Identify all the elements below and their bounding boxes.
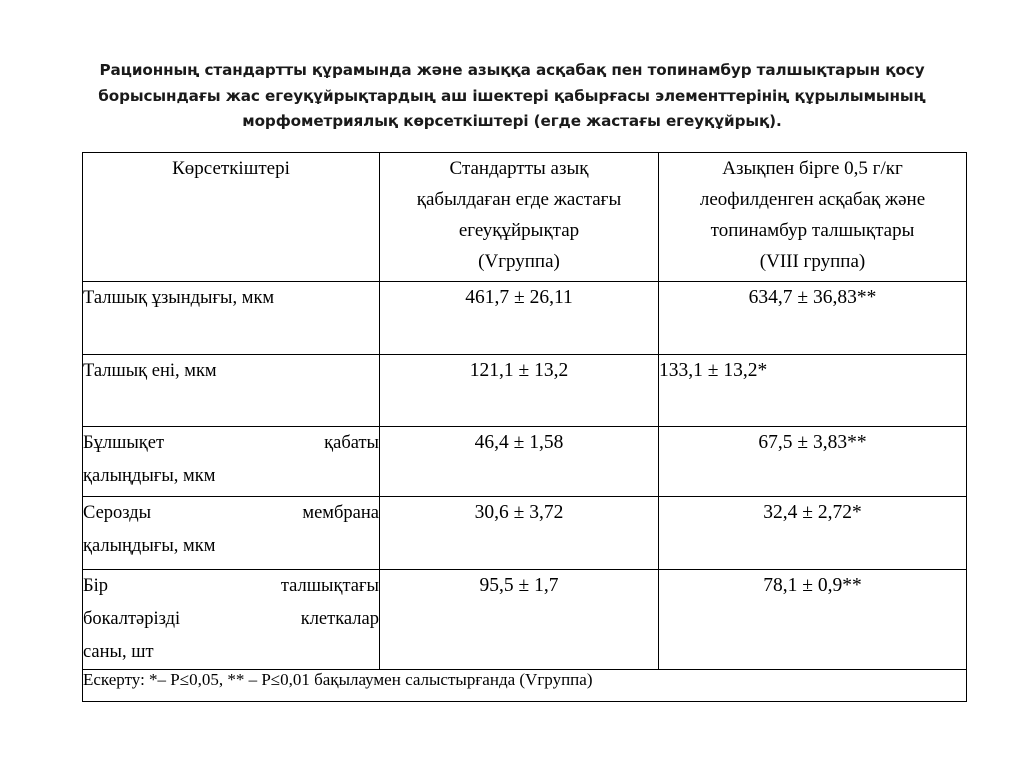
- table-footnote-row: [83, 670, 967, 702]
- row-label-muscle-layer-thickness: [83, 427, 380, 497]
- table-row: [83, 427, 967, 497]
- row-value-group-viii: 32,4 ± 2,72*: [659, 497, 967, 570]
- page-title: [86, 58, 938, 135]
- table-row: [83, 497, 967, 570]
- table-footnote: Ескерту: *– P≤0,05, ** – P≤0,01 бақылаумен салыстырғанда (Vгруппа): [83, 670, 967, 702]
- row-label-line: саны, шт: [83, 642, 154, 662]
- row-label-line: қалыңдығы, мкм: [83, 466, 216, 486]
- row-label-line: Бұлшықет қабаты: [83, 433, 379, 453]
- row-label-line: Талшық ұзындығы, мкм: [83, 288, 275, 308]
- table-row: [83, 355, 967, 427]
- header-group-viii-line-3: топинамбур талшықтары: [710, 220, 915, 241]
- header-indicators-line-1: Көрсеткіштері: [172, 158, 290, 179]
- row-label-fiber-width: [83, 355, 380, 427]
- row-value-group-viii: 133,1 ± 13,2*: [659, 355, 967, 427]
- row-value-group-v: 30,6 ± 3,72: [380, 497, 659, 570]
- row-value-group-viii: 67,5 ± 3,83**: [659, 427, 967, 497]
- row-label-fiber-length: [83, 282, 380, 355]
- row-label-goblet-cell-count: [83, 570, 380, 670]
- row-value-group-v: 95,5 ± 1,7: [380, 570, 659, 670]
- header-group-viii-line-1: Азықпен бірге 0,5 г/кг: [722, 158, 903, 179]
- header-cell-group-viii: [659, 153, 967, 282]
- header-group-viii-line-2: леофилденген асқабақ және: [699, 189, 926, 210]
- row-value-group-v: 121,1 ± 13,2: [380, 355, 659, 427]
- morphometric-table: [82, 152, 967, 702]
- header-group-v-line-2: қабылдаған егде жастағы: [416, 189, 622, 210]
- title-line-1: Рационның стандартты құрамында және азыққа асқабақ пен топинамбур талшықтарын қосу: [99, 61, 925, 79]
- title-line-3: морфометриялық көрсеткіштері (егде жастағы егеуқұйрық).: [242, 112, 782, 130]
- row-label-serous-membrane-thickness: [83, 497, 380, 570]
- header-cell-indicators: [83, 153, 380, 282]
- header-group-viii-line-4: (VIII группа): [759, 251, 866, 272]
- row-value-group-v: 46,4 ± 1,58: [380, 427, 659, 497]
- header-group-v-line-1: Стандартты азық: [449, 158, 589, 179]
- row-value-group-v: 461,7 ± 26,11: [380, 282, 659, 355]
- table-header-row: [83, 153, 967, 282]
- row-label-line: бокалтәрізді клеткалар: [83, 609, 379, 629]
- row-label-line: Талшық ені, мкм: [83, 361, 217, 381]
- title-line-2: борысындағы жас егеуқұйрықтардың аш ішектері қабырғасы элементтерінің құрылымының: [98, 86, 926, 105]
- row-label-line: қалыңдығы, мкм: [83, 536, 216, 556]
- row-label-line: Серозды мембрана: [83, 503, 379, 523]
- header-cell-group-v: [380, 153, 659, 282]
- header-group-v-line-3: егеуқұйрықтар: [458, 220, 580, 241]
- table-row: [83, 570, 967, 670]
- table-row: [83, 282, 967, 355]
- row-value-group-viii: 78,1 ± 0,9**: [659, 570, 967, 670]
- header-group-v-line-4: (Vгруппа): [478, 251, 560, 272]
- row-value-group-viii: 634,7 ± 36,83**: [659, 282, 967, 355]
- row-label-line: Бір талшықтағы: [83, 576, 379, 596]
